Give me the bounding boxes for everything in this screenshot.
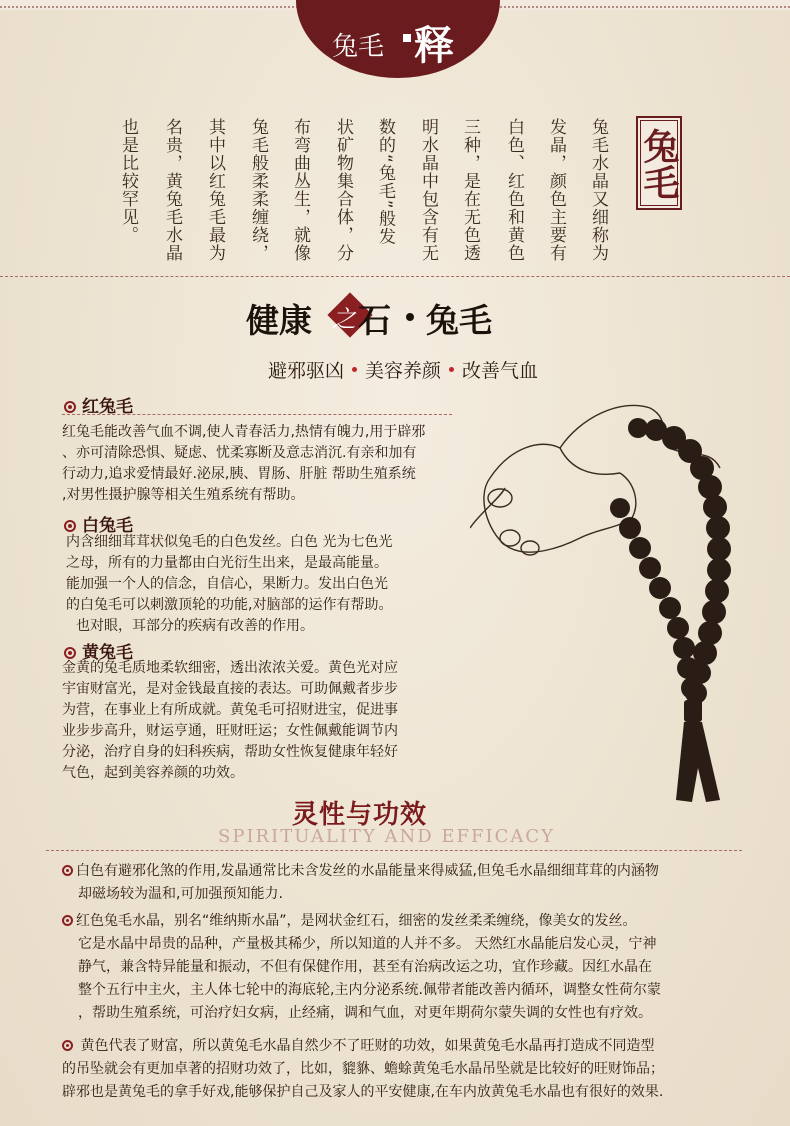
text-line: 红兔毛能改善气血不调,使人青春活力,热情有魄力,用于辟邪 xyxy=(62,424,426,440)
section-title: 红兔毛 xyxy=(82,397,133,417)
bullet-ring-icon xyxy=(62,1040,73,1051)
divider xyxy=(46,850,742,851)
text-line: 白色有避邪化煞的作用,发晶通常比未含发丝的水晶能量来得威猛,但兔毛水晶细细茸茸的内涵物 xyxy=(76,863,659,879)
efficacy-para-yellow xyxy=(62,1035,664,1104)
vertical-column: 名贵，黄兔毛水晶 xyxy=(162,118,182,262)
subtitle-item: 改善气血 xyxy=(462,360,539,382)
text-line: 业步步高升，财运亨通，旺财旺运；女性佩戴能调节内 xyxy=(62,723,398,739)
text-line: 为营，在事业上有所成就。黄兔毛可招财进宝，促进事 xyxy=(62,702,398,718)
seal-text: 兔毛 xyxy=(638,128,680,200)
bullet-ring-icon xyxy=(64,401,76,413)
vertical-column: 兔毛般柔柔缠绕， xyxy=(248,118,268,262)
text-line: 内含细细茸茸状似兔毛的白色发丝。白色 光为七色光 xyxy=(66,534,393,550)
section-body-yellow xyxy=(62,658,398,784)
health-title-zhi: 之 xyxy=(332,305,356,333)
text-line: 的白兔毛可以刺激顶轮的功能,对脑部的运作有帮助。 xyxy=(66,597,393,613)
divider xyxy=(0,276,790,277)
text-line: 辟邪也是黄兔毛的拿手好戏,能够保护自己及家人的平安健康,在车内放黄兔毛水晶也有很好的效果. xyxy=(62,1084,664,1100)
red-dot xyxy=(449,367,454,372)
bracelet-hand-illustration xyxy=(470,388,790,808)
spirit-title: 灵性与功效 xyxy=(292,800,428,830)
red-dot xyxy=(352,367,357,372)
health-title-part: 石 xyxy=(358,301,391,340)
title-dot xyxy=(406,313,414,321)
vertical-column: 兔毛水晶又细称为 xyxy=(588,118,608,262)
vertical-column: 其中以红兔毛最为 xyxy=(205,118,225,262)
health-title-part: 健康 xyxy=(246,301,312,340)
text-line: 宇宙财富光，是对金钱最直接的表达。可助佩戴者步步 xyxy=(62,681,398,697)
health-title-part: 兔毛 xyxy=(426,301,492,340)
text-line: ，帮助生殖系统，可治疗妇女病，止经痛，调和气血，对更年期荷尔蒙失调的女性也有疗效。 xyxy=(78,1005,652,1021)
vertical-column: 白色、红色和黄色 xyxy=(504,118,524,262)
vertical-column: 数的“兔毛”般发 xyxy=(375,118,395,246)
section-divider xyxy=(62,414,452,415)
vertical-column: 发晶，颜色主要有 xyxy=(546,118,566,262)
section-title: 白兔毛 xyxy=(82,516,133,536)
header-banner xyxy=(296,0,500,78)
text-line: 、亦可清除恐惧、疑虑、忧柔寡断及意志消沉.有亲和加有 xyxy=(62,445,417,461)
bullet-ring-icon xyxy=(62,915,73,926)
vertical-column: 也是比较罕见。 xyxy=(118,118,138,244)
text-line: 却磁场较为温和,可加强预知能力. xyxy=(78,886,283,902)
health-subtitle xyxy=(268,356,538,383)
subtitle-item: 美容养颜 xyxy=(365,360,442,382)
text-line: 之母，所有的力量都由白光衍生出来，是最高能量。 xyxy=(66,555,388,571)
text-line: 的吊坠就会有更加卓著的招财功效了，比如，貔貅、蟾蜍黄兔毛水晶吊坠就是比较好的旺财饰品； xyxy=(62,1061,664,1077)
vertical-column: 明水晶中包含有无 xyxy=(418,118,438,262)
text-line: 也对眼，耳部分的疾病有改善的作用。 xyxy=(76,618,314,634)
text-line: ,对男性摄护腺等相关生殖系统有帮助。 xyxy=(62,487,305,503)
section-body-white xyxy=(66,532,392,637)
bullet-ring-icon xyxy=(62,865,73,876)
subtitle-item: 避邪驱凶 xyxy=(268,360,345,382)
banner-title-right: 释 xyxy=(414,22,454,69)
text-line: 黄色代表了财富，所以黄兔毛水晶自然少不了旺财的功效，如果黄兔毛水晶再打造成不同造型 xyxy=(76,1038,655,1054)
vertical-intro-text xyxy=(0,118,790,278)
text-line: 红色兔毛水晶，别名“维纳斯水晶”，是网状金红石，细密的发丝柔柔缠绕，像美女的发丝。 xyxy=(76,913,637,929)
text-line: 整个五行中主火，主人体七轮中的海底轮,主内分泌系统.佩带者能改善内循环，调整女性荷尔蒙 xyxy=(78,982,661,998)
efficacy-para-red xyxy=(62,910,661,1025)
banner-title-left: 兔毛 xyxy=(332,32,385,62)
text-line: 分泌，治疗自身的妇科疾病，帮助女性恢复健康年轻好 xyxy=(62,744,398,760)
vertical-column: 状矿物集合体，分 xyxy=(333,118,353,262)
bullet-ring-icon xyxy=(64,520,76,532)
banner-dot xyxy=(403,34,411,42)
vertical-column: 三种，是在无色透 xyxy=(460,118,480,262)
vertical-column: 布弯曲丛生，就像 xyxy=(290,118,310,262)
text-line: 金黄的兔毛质地柔软细密，透出浓浓关爱。黄色光对应 xyxy=(62,660,398,676)
section-body-red xyxy=(62,422,425,506)
text-line: 能加强一个人的信念，自信心，果断力。发出白色光 xyxy=(66,576,388,592)
section-title: 黄兔毛 xyxy=(82,643,133,663)
spirit-subtitle-en: SPIRITUALITY AND EFFICACY xyxy=(218,826,556,847)
text-line: 行动力,追求爱情最好.泌尿,胰、胃肠、肝脏 帮助生殖系统 xyxy=(62,466,416,482)
text-line: 气色，起到美容养颜的功效。 xyxy=(62,765,244,781)
efficacy-para-white xyxy=(62,860,659,906)
text-line: 静气，兼含特异能量和振动，不但有保健作用，甚至有治病改运之功，宜作珍藏。因红水晶在 xyxy=(78,959,652,975)
text-line: 它是水晶中昂贵的品种，产量极其稀少，所以知道的人并不多。 天然红水晶能启发心灵，宁神 xyxy=(78,936,657,952)
